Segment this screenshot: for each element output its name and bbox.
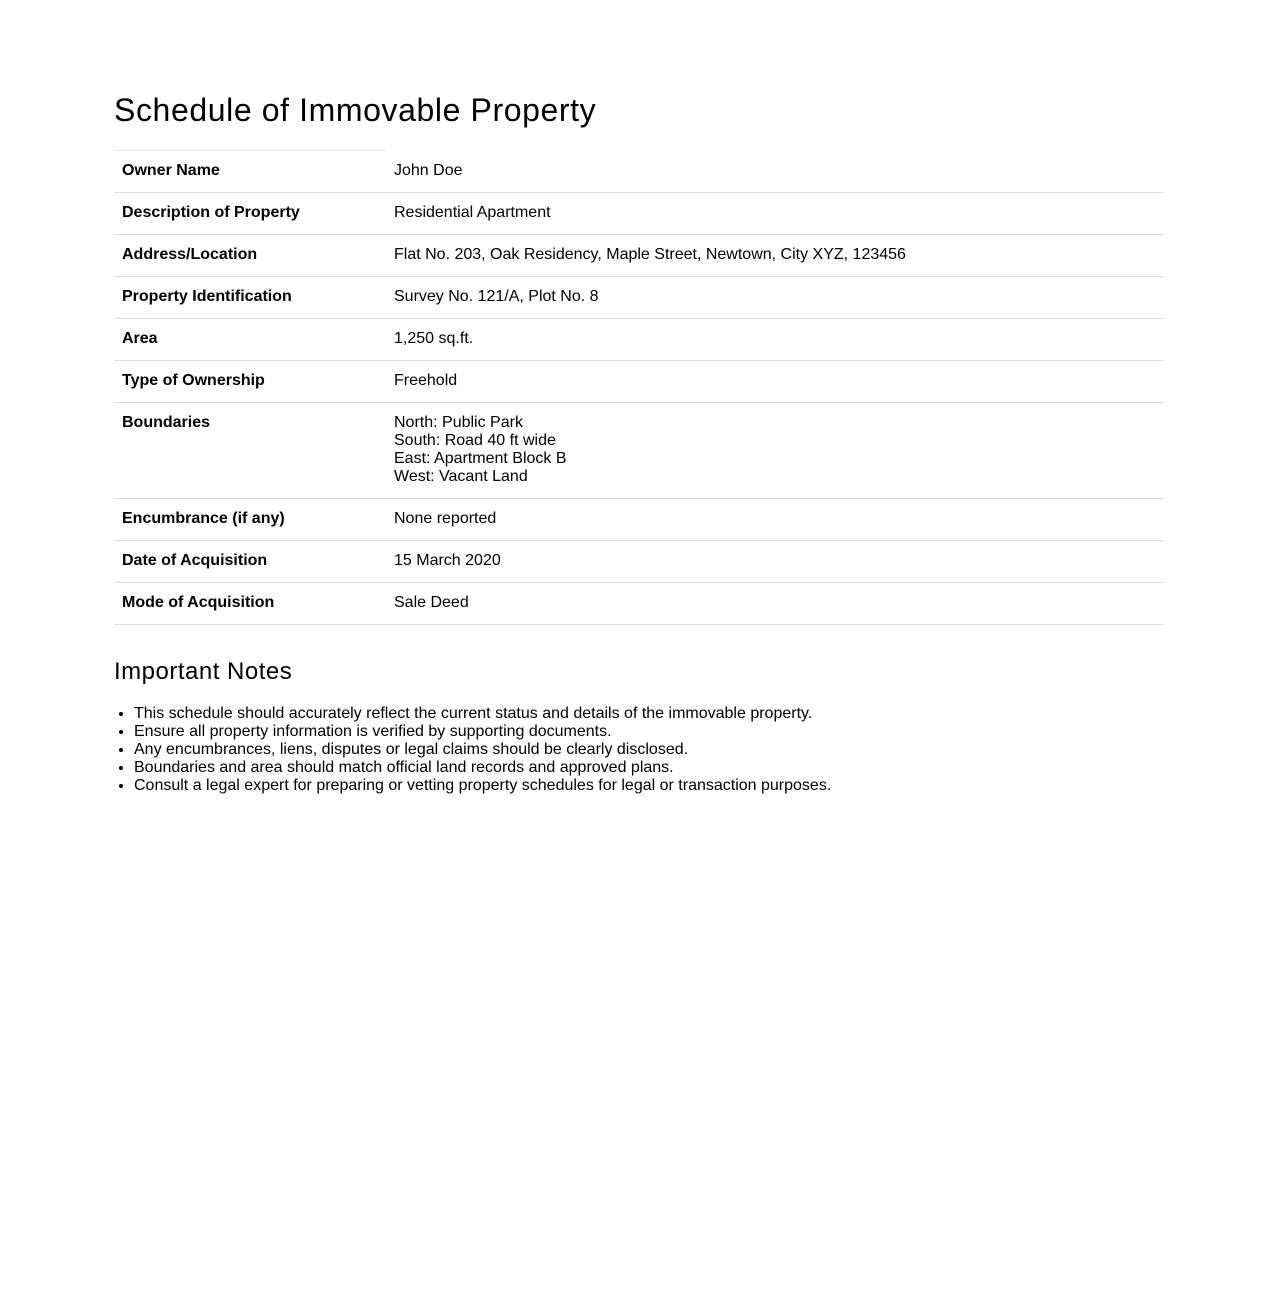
list-item: • Consult a legal expert for preparing or vetting property schedules for legal or transaction purposes. [134, 777, 1164, 795]
row-value: Freehold [386, 361, 1164, 403]
page-title: Schedule of Immovable Property [114, 92, 597, 128]
list-item: • Any encumbrances, liens, disputes or legal claims should be clearly disclosed. [134, 741, 1164, 759]
table-row-property-identification [114, 277, 1164, 319]
table-row-area [114, 319, 1164, 361]
table-row-boundaries [114, 403, 1164, 499]
list-item: • This schedule should accurately reflect the current status and details of the immovable property. [134, 705, 1164, 723]
row-value: Flat No. 203, Oak Residency, Maple Street, Newtown, City XYZ, 123456 [386, 235, 1164, 277]
table-row-address [114, 235, 1164, 277]
table-row-owner-name [114, 151, 1164, 193]
boundary-west: West: Vacant Land [394, 468, 528, 485]
table-row-date-of-acquisition [114, 541, 1164, 583]
row-label: Date of Acquisition [114, 541, 386, 583]
table-row-encumbrance [114, 499, 1164, 541]
row-label: Mode of Acquisition [114, 583, 386, 625]
row-value: John Doe [386, 151, 1164, 193]
table-row-ownership-type [114, 361, 1164, 403]
notes-heading: Important Notes [114, 658, 293, 685]
row-value: 15 March 2020 [386, 541, 1164, 583]
boundary-south: South: Road 40 ft wide [394, 432, 556, 449]
document-page [114, 0, 1164, 795]
row-value: Survey No. 121/A, Plot No. 8 [386, 277, 1164, 319]
notes-list [114, 705, 1164, 795]
row-label: Owner Name [114, 151, 386, 193]
property-schedule-table [114, 150, 1164, 625]
row-value [386, 403, 1164, 499]
row-value: None reported [386, 499, 1164, 541]
list-item: • Ensure all property information is verified by supporting documents. [134, 723, 1164, 741]
row-label: Description of Property [114, 193, 386, 235]
row-value: Residential Apartment [386, 193, 1164, 235]
row-label: Type of Ownership [114, 361, 386, 403]
row-value: 1,250 sq.ft. [386, 319, 1164, 361]
boundary-north: North: Public Park [394, 414, 523, 431]
table-row-mode-of-acquisition [114, 583, 1164, 625]
row-label: Encumbrance (if any) [114, 499, 386, 541]
row-label: Boundaries [114, 403, 386, 499]
row-label: Area [114, 319, 386, 361]
row-value: Sale Deed [386, 583, 1164, 625]
row-label: Address/Location [114, 235, 386, 277]
row-label: Property Identification [114, 277, 386, 319]
table-row-description [114, 193, 1164, 235]
boundary-east: East: Apartment Block B [394, 450, 567, 467]
list-item: • Boundaries and area should match official land records and approved plans. [134, 759, 1164, 777]
